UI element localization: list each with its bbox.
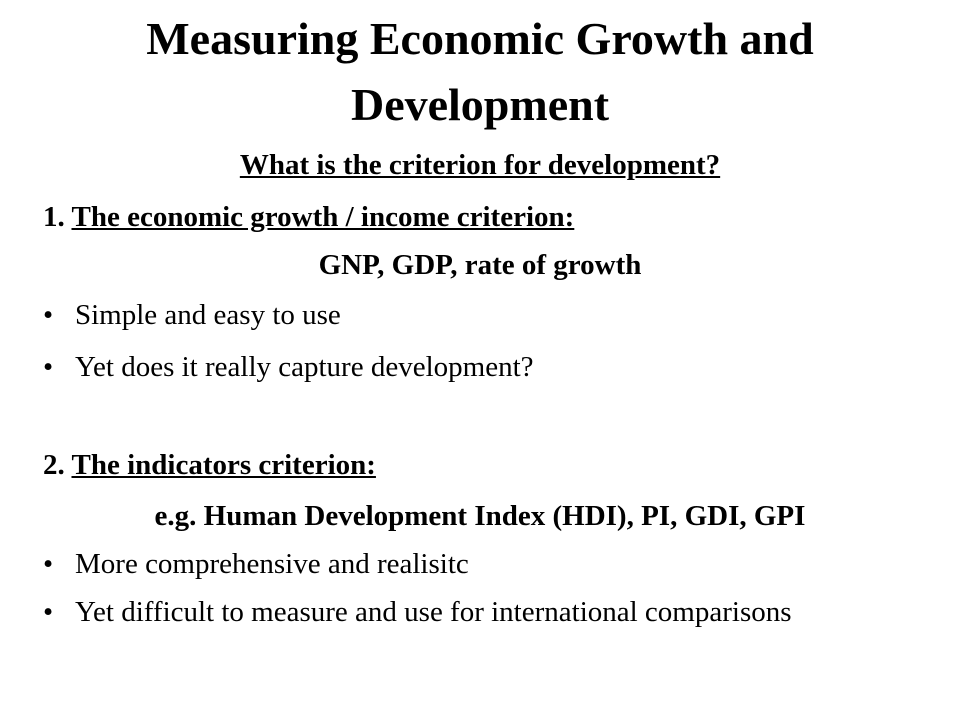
slide-subtitle: What is the criterion for development? xyxy=(239,149,721,181)
bullet-dot: • xyxy=(43,548,54,580)
criterion-1-measures: GNP, GDP, rate of growth xyxy=(318,249,642,281)
criterion-2-label: The indicators criterion: xyxy=(71,449,376,481)
list-item xyxy=(43,295,341,335)
bullet-dot: • xyxy=(43,299,54,331)
list-item-text: More comprehensive and realisitc xyxy=(75,548,469,580)
slide-title xyxy=(0,6,960,138)
bullet-dot: • xyxy=(43,351,54,383)
criterion-2-example: e.g. Human Development Index (HDI), PI, GDI, GPI xyxy=(154,500,806,532)
list-item xyxy=(43,347,534,387)
criterion-2-number: 2. xyxy=(43,449,65,481)
list-item xyxy=(43,592,875,632)
criterion-1-number: 1. xyxy=(43,201,65,233)
title-line-2: Development xyxy=(350,79,610,130)
bullet-dot: • xyxy=(43,596,54,628)
title-line-1: Measuring Economic Growth and xyxy=(146,13,814,64)
criterion-1-label: The economic growth / income criterion: xyxy=(71,201,575,233)
list-item-text: Simple and easy to use xyxy=(75,299,341,331)
list-item-text: Yet does it really capture development? xyxy=(75,351,534,383)
criterion-1-heading xyxy=(43,197,574,237)
criterion-2-heading xyxy=(43,445,376,485)
list-item xyxy=(43,544,469,584)
list-item-text: Yet difficult to measure and use for international comparisons xyxy=(75,596,792,628)
